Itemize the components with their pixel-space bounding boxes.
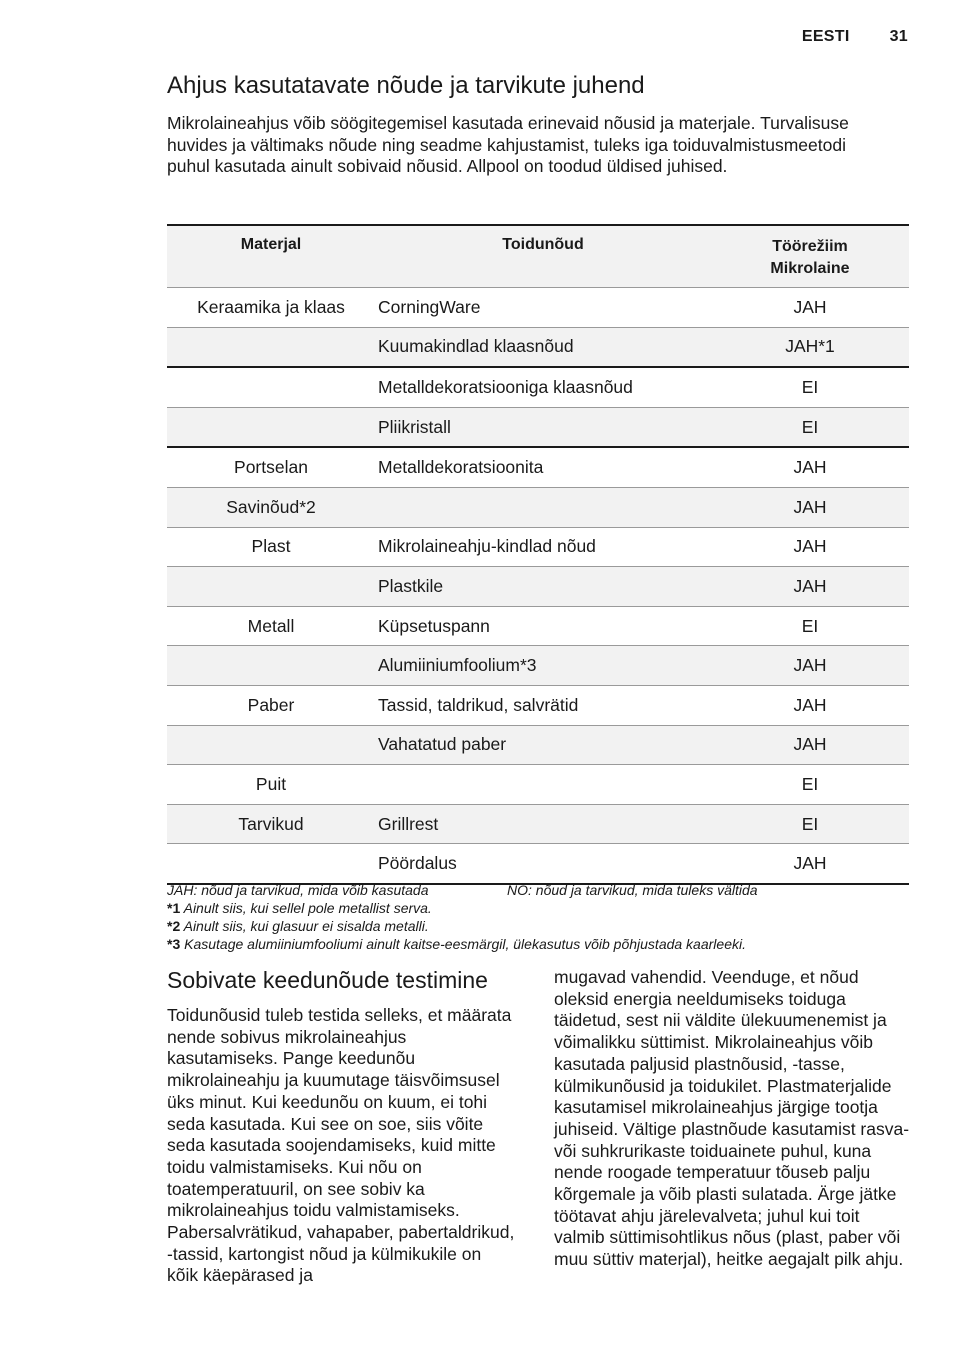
table-row: [167, 765, 909, 805]
intro-paragraph: Mikrolaineahjus võib söögitegemisel kasutada erinevaid nõusid ja materjale. Turvalisuse huvides ja vältimaks nõude ning seadme kahjustamist, tuleks iga toiduvalmistusmeetodi puhul kasutada ainult sobivaid nõusid. Allpool on toodud üldised juhised.: [167, 113, 849, 177]
material-cell: Plast: [167, 527, 375, 567]
microwave-cell: EI: [711, 765, 909, 805]
legend-yes: JAH: nõud ja tarvikud, mida võib kasutada: [167, 882, 429, 898]
cookware-cell: Mikrolaineahju-kindlad nõud: [375, 527, 711, 567]
table-row: [167, 646, 909, 686]
footnote-text: Kasutage alumiiniumfooliumi ainult kaitse-eesmärgil, ülekasutus võib põhjustada kaarleeki.: [184, 936, 746, 952]
microwave-cell: JAH*1: [711, 327, 909, 367]
table-row: [167, 487, 909, 527]
material-cell: [167, 844, 375, 884]
microwave-cell: JAH: [711, 447, 909, 487]
microwave-cell: JAH: [711, 567, 909, 607]
microwave-cell: EI: [711, 367, 909, 407]
table-row: [167, 685, 909, 725]
footnote-text: Ainult siis, kui glasuur ei sisalda metalli.: [183, 918, 429, 934]
table-row: [167, 804, 909, 844]
material-cell: [167, 567, 375, 607]
table-row: [167, 447, 909, 487]
material-cell: [167, 327, 375, 367]
mode-header-line2: Mikrolaine: [770, 260, 850, 277]
material-cell: Keraamika ja klaas: [167, 288, 375, 328]
microwave-cell: JAH: [711, 487, 909, 527]
microwave-cell: JAH: [711, 527, 909, 567]
table-row: [167, 288, 909, 328]
cookware-cell: Metalldekoratsioonita: [375, 447, 711, 487]
material-cell: [167, 646, 375, 686]
cookware-cell: Metalldekoratsiooniga klaasnõud: [375, 367, 711, 407]
material-cell: [167, 367, 375, 407]
cookware-cell: Alumiiniumfoolium*3: [375, 646, 711, 686]
table-row: [167, 567, 909, 607]
page-header: [802, 28, 908, 46]
table-row: [167, 407, 909, 447]
table-row: [167, 606, 909, 646]
cookware-column-header: Toidunõud: [375, 225, 711, 288]
footnote-mark: *2: [167, 918, 181, 934]
cookware-cell: Küpsetuspann: [375, 606, 711, 646]
microwave-cell: EI: [711, 407, 909, 447]
table-header-row: [167, 225, 909, 288]
microwave-cell: EI: [711, 606, 909, 646]
microwave-cell: EI: [711, 804, 909, 844]
right-column: [554, 967, 914, 1271]
microwave-cell: JAH: [711, 725, 909, 765]
footnote-text: Ainult siis, kui sellel pole metallist serva.: [183, 900, 432, 916]
table-row: [167, 327, 909, 367]
table-row: [167, 844, 909, 884]
table-row: [167, 527, 909, 567]
cookware-cell: [375, 487, 711, 527]
mode-header-line1: Töörežiim: [772, 238, 848, 255]
cookware-table: [167, 224, 909, 885]
mode-column-header: [711, 225, 909, 288]
material-cell: Puit: [167, 765, 375, 805]
cookware-cell: Vahatatud paber: [375, 725, 711, 765]
table-row: [167, 367, 909, 407]
microwave-cell: JAH: [711, 288, 909, 328]
left-body-text: Toidunõusid tuleb testida selleks, et määrata nende sobivus mikrolaineahjus kasutamiseks. Pange keedunõu mikrolaineahju ja kuumutage täisvõimsusel üks minut. Kui keedunõu on kuum, ei tohi seda kasutada. Kui see on soe, siis võite seda kasutada soojendamiseks, kuid mitte toidu valmistamiseks. Kui nõu on toatemperatuuril, on see sobiv ka mikrolaineahjus toidu valmistamiseks. Pabersalvrätikud, vahapaber, pabertaldrikud, -tassid, kartongist nõud ja külmikukile on kõik käepärased ja: [167, 1005, 515, 1286]
cookware-cell: [375, 765, 711, 805]
footnote: [167, 917, 907, 935]
microwave-cell: JAH: [711, 844, 909, 884]
material-cell: [167, 725, 375, 765]
material-cell: Portselan: [167, 447, 375, 487]
material-cell: Tarvikud: [167, 804, 375, 844]
subsection-title: Sobivate keedunõude testimine: [167, 967, 488, 993]
material-column-header: Materjal: [167, 225, 375, 288]
footnote-mark: *3: [167, 936, 181, 952]
footnote: [167, 935, 907, 953]
material-cell: Paber: [167, 685, 375, 725]
cookware-cell: Grillrest: [375, 804, 711, 844]
cookware-cell: Pliikristall: [375, 407, 711, 447]
cookware-cell: Pöördalus: [375, 844, 711, 884]
material-cell: Metall: [167, 606, 375, 646]
legend-line: [167, 881, 907, 899]
cookware-cell: Plastkile: [375, 567, 711, 607]
material-cell: Savinõud*2: [167, 487, 375, 527]
microwave-cell: JAH: [711, 646, 909, 686]
page-number: 31: [889, 28, 908, 45]
footnote-mark: *1: [167, 900, 181, 916]
cookware-cell: Kuumakindlad klaasnõud: [375, 327, 711, 367]
cookware-cell: Tassid, taldrikud, salvrätid: [375, 685, 711, 725]
legend-no: NO: nõud ja tarvikud, mida tuleks vältida: [507, 882, 758, 898]
footnote: [167, 899, 907, 917]
microwave-cell: JAH: [711, 685, 909, 725]
cookware-cell: CorningWare: [375, 288, 711, 328]
language-label: EESTI: [801, 28, 850, 45]
table-legend: [167, 881, 907, 953]
table-row: [167, 725, 909, 765]
right-body-text: mugavad vahendid. Veenduge, et nõud oleksid energia neeldumiseks toiduga täidetud, sest nii väldite ülekuumenemist ja võimalikku süttimist. Mikrolaineahjus võib kasutada paljusid plastnõusid, -tasse, külmikunõusid ja toidukilet. Plastmaterjalide kasutamisel mikrolaineahjus järgige tootja juhiseid. Vältige plastnõude kasutamist rasva- või suhkrurikaste toiduainete puhul, kuna nende roogade temperatuur tõuseb palju kõrgemale ja võib plasti sulatada. Ärge jätke töötavat ahju järelevalveta; juhul kui toit valmib süttimisohtlikus nõus (plast, paber või muu süttiv materjal), heitke aegajalt pilk ahju.: [554, 967, 910, 1270]
material-cell: [167, 407, 375, 447]
section-title: Ahjus kasutatavate nõude ja tarvikute juhend: [167, 72, 645, 99]
left-column: [167, 967, 517, 1287]
